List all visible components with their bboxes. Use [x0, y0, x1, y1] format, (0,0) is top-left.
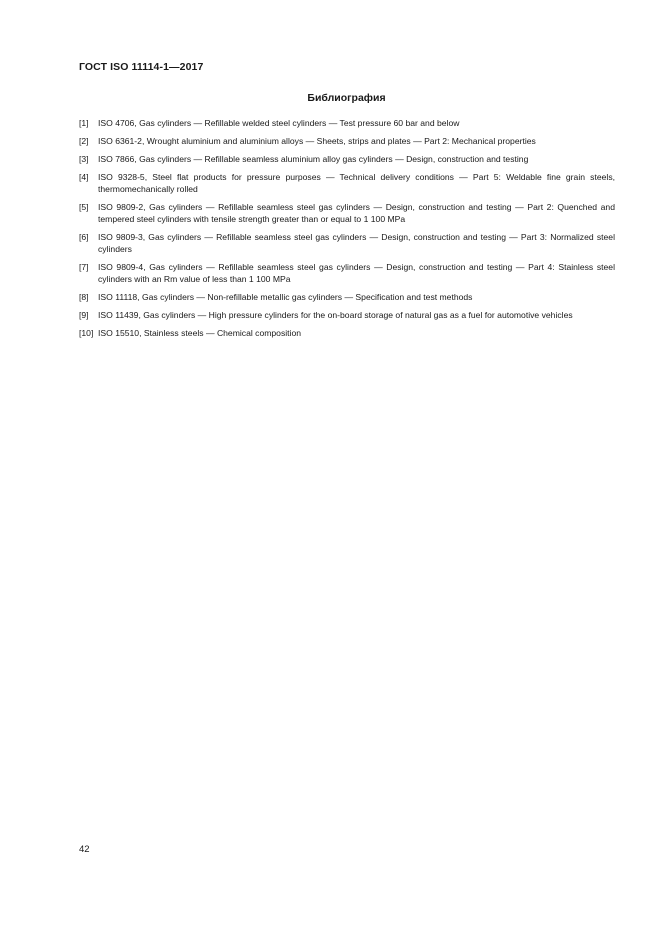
reference-item [79, 135, 615, 147]
reference-list [79, 117, 615, 345]
reference-text: ISO 6361-2, Wrought aluminium and aluminium alloys — Sheets, strips and plates — Part 2: Mechanical properties [98, 136, 536, 146]
reference-text: ISO 15510, Stainless steels — Chemical composition [98, 328, 302, 338]
reference-text: ISO 9328-5, Steel flat products for pressure purposes — Technical delivery conditions — Part 5: Weldable fine grain steels, thermomechanically rolled [98, 172, 615, 194]
reference-number: [3] [79, 154, 89, 164]
reference-item [79, 291, 615, 303]
bibliography-title: Библиография [307, 92, 386, 104]
reference-number: [9] [79, 310, 89, 320]
reference-number: [4] [79, 172, 89, 182]
reference-number: [5] [79, 202, 89, 212]
reference-item [79, 153, 615, 165]
reference-text: ISO 7866, Gas cylinders — Refillable seamless aluminium alloy gas cylinders — Design, construction and testing [98, 154, 529, 164]
reference-item [79, 201, 615, 225]
reference-text: ISO 9809-3, Gas cylinders — Refillable seamless steel gas cylinders — Design, construction and testing — Part 3: Normalized steel cylinders [98, 232, 615, 254]
reference-text: ISO 11439, Gas cylinders — High pressure cylinders for the on-board storage of natural gas as a fuel for automotive vehicles [98, 310, 573, 320]
reference-text: ISO 9809-2, Gas cylinders — Refillable seamless steel gas cylinders — Design, construction and testing — Part 2: Quenched and tempered steel cylinders with tensile strength greater than or equal to 1 100 MPa [98, 202, 615, 224]
reference-text: ISO 4706, Gas cylinders — Refillable welded steel cylinders — Test pressure 60 bar and below [98, 118, 460, 128]
reference-item [79, 261, 615, 285]
reference-item [79, 171, 615, 195]
document-header: ГОСТ ISO 11114-1—2017 [79, 61, 204, 73]
reference-number: [8] [79, 292, 89, 302]
reference-item [79, 231, 615, 255]
page-number: 42 [79, 844, 90, 855]
reference-item [79, 117, 615, 129]
reference-item [79, 309, 615, 321]
reference-number: [10] [79, 328, 94, 338]
reference-number: [1] [79, 118, 89, 128]
reference-number: [2] [79, 136, 89, 146]
reference-number: [7] [79, 262, 89, 272]
reference-item [79, 327, 615, 339]
reference-text: ISO 11118, Gas cylinders — Non-refillable metallic gas cylinders — Specification and test methods [98, 292, 473, 302]
reference-number: [6] [79, 232, 89, 242]
reference-text: ISO 9809-4, Gas cylinders — Refillable seamless steel gas cylinders — Design, construction and testing — Part 4: Stainless steel cylinders with an Rm value of less than 1 100 MPa [98, 262, 615, 284]
